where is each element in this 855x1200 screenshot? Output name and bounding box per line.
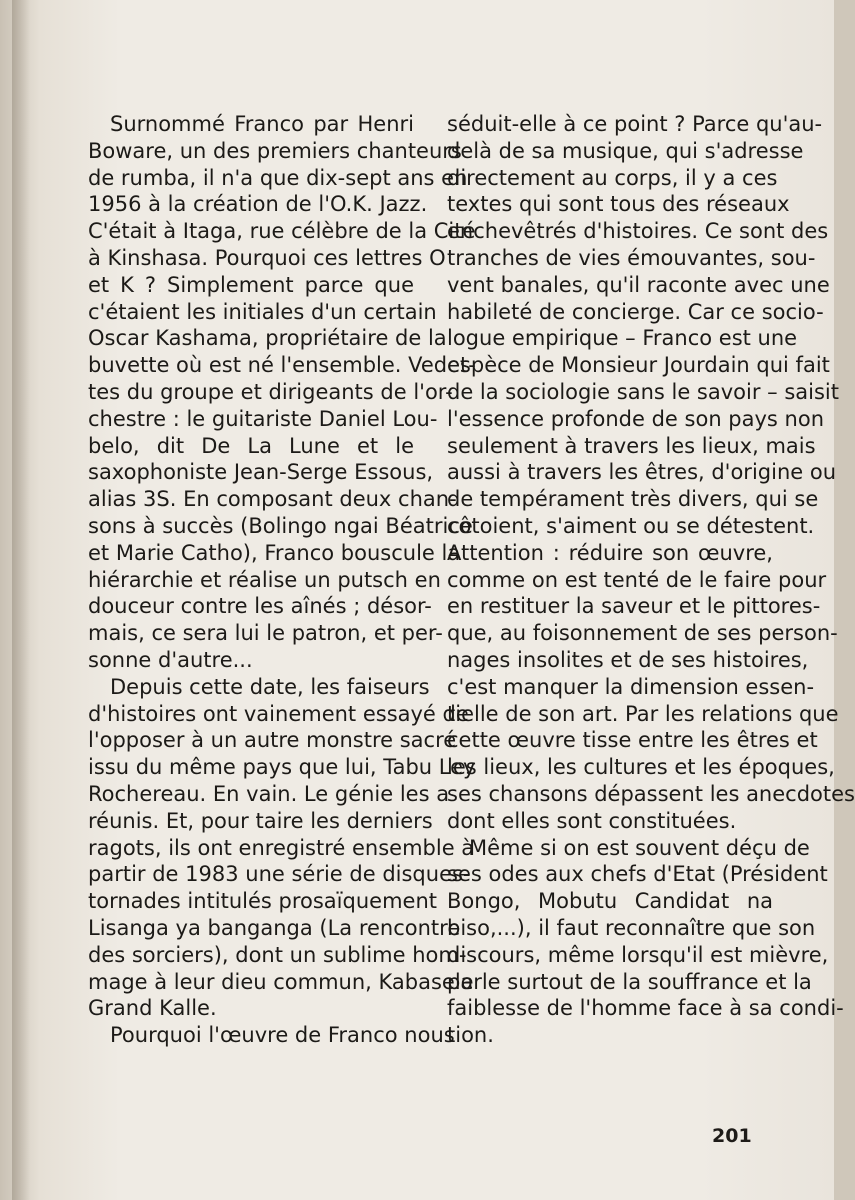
text-line: biso,...), il faut reconnaître que son <box>447 915 816 940</box>
text-line: tranches de vies émouvantes, sou- <box>447 245 816 270</box>
text-line: cette œuvre tisse entre les êtres et <box>447 728 818 753</box>
text-line: séduit-elle à ce point ? Parce qu'au- <box>447 112 823 136</box>
text-line: Surnommé Franco par Henri <box>110 112 414 136</box>
text-line: l'opposer à un autre monstre sacré <box>88 728 457 753</box>
text-line: sonne d'autre... <box>88 647 253 672</box>
text-line: faiblesse de l'homme face à sa condi- <box>447 996 844 1021</box>
text-line: seulement à travers les lieux, mais <box>447 433 816 458</box>
text-line: ses chansons dépassent les anecdotes <box>447 781 855 806</box>
text-line: logue empirique – Franco est une <box>447 326 798 351</box>
text-line: nages insolites et de ses histoires, <box>447 647 809 672</box>
text-line: réunis. Et, pour taire les derniers <box>88 808 433 833</box>
text-line: vent banales, qu'il raconte avec une <box>447 272 830 297</box>
text-line: habileté de concierge. Car ce socio- <box>447 299 824 324</box>
text-line: Grand Kalle. <box>88 996 217 1021</box>
text-line: chestre : le guitariste Daniel Lou- <box>88 406 438 431</box>
text-line: hiérarchie et réalise un putsch en <box>88 567 441 592</box>
text-line: espèce de Monsieur Jourdain qui fait <box>447 353 830 378</box>
text-line: et Marie Catho), Franco bouscule la <box>88 540 461 565</box>
text-line: des sorciers), dont un sublime hom- <box>88 942 467 967</box>
text-line: que, au foisonnement de ses person- <box>447 621 838 646</box>
text-line: tion. <box>447 1023 494 1048</box>
text-line: 1956 à la création de l'O.K. Jazz. <box>88 192 428 217</box>
text-line: dont elles sont constituées. <box>447 808 737 833</box>
text-line: Bongo, Mobutu Candidat na <box>447 889 773 914</box>
text-line: Depuis cette date, les faiseurs <box>110 674 430 699</box>
text-line: sons à succès (Bolingo ngai Béatrice <box>88 513 473 538</box>
text-line: discours, même lorsqu'il est mièvre, <box>447 942 829 967</box>
text-line: d'histoires ont vainement essayé de <box>88 701 469 726</box>
text-line: Boware, un des premiers chanteurs <box>88 138 462 163</box>
text-line: l'essence profonde de son pays non <box>447 406 825 431</box>
text-line: enchevêtrés d'histoires. Ce sont des <box>447 219 829 244</box>
text-line: côtoient, s'aiment ou se détestent. <box>447 513 815 538</box>
text-line: et K ? Simplement parce que <box>88 272 414 297</box>
text-line: parle surtout de la souffrance et la <box>447 969 812 994</box>
right-text-column <box>447 111 855 1049</box>
text-line: delà de sa musique, qui s'adresse <box>447 138 804 163</box>
text-line: buvette où est né l'ensemble. Vedet- <box>88 353 476 378</box>
text-line: aussi à travers les êtres, d'origine ou <box>447 460 837 485</box>
text-line: Même si on est souvent déçu de <box>469 835 810 860</box>
text-line: tielle de son art. Par les relations que <box>447 701 839 726</box>
text-line: c'est manquer la dimension essen- <box>447 674 815 699</box>
text-line: Pourquoi l'œuvre de Franco nous <box>110 1023 455 1048</box>
text-line: alias 3S. En composant deux chan- <box>88 487 457 512</box>
page-number: 201 <box>712 1125 752 1147</box>
text-line: C'était à Itaga, rue célèbre de la Cité <box>88 219 476 244</box>
text-line: en restituer la saveur et le pittores- <box>447 594 821 619</box>
text-line: les lieux, les cultures et les époques, <box>447 755 835 780</box>
text-line: ragots, ils ont enregistré ensemble à <box>88 835 475 860</box>
text-line: mage à leur dieu commun, Kabasele <box>88 969 474 994</box>
text-line: saxophoniste Jean-Serge Essous, <box>88 460 434 485</box>
text-line: douceur contre les aînés ; désor- <box>88 594 432 619</box>
page-gutter-shadow <box>12 0 30 1200</box>
text-line: de rumba, il n'a que dix-sept ans en <box>88 165 468 190</box>
text-line: tornades intitulés prosaïquement <box>88 889 437 914</box>
text-line: ses odes aux chefs d'Etat (Président <box>447 862 828 887</box>
text-line: c'étaient les initiales d'un certain <box>88 299 437 324</box>
text-line: directement au corps, il y a ces <box>447 165 778 190</box>
text-line: à Kinshasa. Pourquoi ces lettres O <box>88 245 446 270</box>
text-line: tes du groupe et dirigeants de l'or- <box>88 379 453 404</box>
text-line: Attention : réduire son œuvre, <box>447 540 773 565</box>
text-line: textes qui sont tous des réseaux <box>447 192 790 217</box>
text-line: mais, ce sera lui le patron, et per- <box>88 621 443 646</box>
text-line: comme on est tenté de le faire pour <box>447 567 827 592</box>
text-line: issu du même pays que lui, Tabu Ley <box>88 755 476 780</box>
text-line: Lisanga ya banganga (La rencontre <box>88 915 461 940</box>
left-text-column <box>88 111 476 1049</box>
text-line: Rochereau. En vain. Le génie les a <box>88 781 450 806</box>
text-line: de tempérament très divers, qui se <box>447 487 819 512</box>
text-line: Oscar Kashama, propriétaire de la <box>88 326 447 351</box>
text-line: partir de 1983 une série de disques- <box>88 862 471 887</box>
text-line: belo, dit De La Lune et le <box>88 433 414 458</box>
text-line: de la sociologie sans le savoir – saisit <box>447 379 839 404</box>
